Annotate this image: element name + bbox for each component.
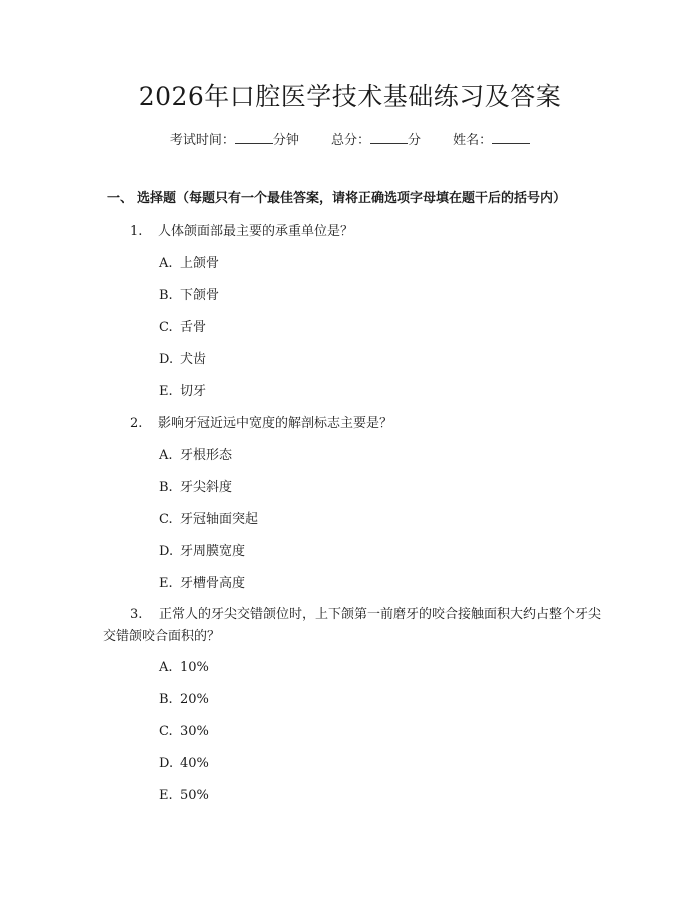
exam-time-blank[interactable]: [235, 130, 273, 144]
answer-option[interactable]: [159, 658, 209, 678]
answer-option[interactable]: [159, 254, 219, 274]
option-text: 牙槽骨高度: [180, 576, 246, 591]
option-text: 20%: [180, 692, 209, 707]
question-stem: [130, 413, 392, 434]
answer-option[interactable]: [159, 754, 209, 774]
question-stem: [130, 221, 353, 242]
option-text: 切牙: [180, 384, 207, 399]
option-letter: B.: [159, 288, 173, 303]
answer-option[interactable]: [159, 286, 219, 306]
section-heading: [107, 189, 566, 209]
option-text: 犬齿: [180, 352, 207, 367]
section-number: 一、: [107, 191, 134, 206]
answer-option[interactable]: [159, 318, 206, 338]
question-number: 3.: [130, 607, 143, 622]
option-text: 50%: [180, 788, 209, 803]
answer-option[interactable]: [159, 574, 245, 594]
exam-time-label: 考试时间：: [169, 133, 235, 148]
answer-option[interactable]: [159, 350, 206, 370]
student-name-blank[interactable]: [492, 130, 530, 144]
student-name-label: 姓名：: [453, 133, 493, 148]
option-text: 下颌骨: [180, 288, 220, 303]
option-letter: D.: [159, 352, 174, 367]
question-text: 人体颌面部最主要的承重单位是？: [158, 224, 354, 239]
answer-option[interactable]: [159, 690, 209, 710]
option-letter: B.: [159, 480, 173, 495]
option-letter: D.: [159, 544, 174, 559]
answer-option[interactable]: [159, 542, 245, 562]
total-score-label: 总分：: [330, 133, 370, 148]
option-text: 10%: [180, 660, 209, 675]
option-text: 30%: [180, 724, 209, 739]
student-name-field[interactable]: [453, 130, 530, 151]
answer-option[interactable]: [159, 446, 232, 466]
option-letter: A.: [159, 256, 173, 271]
exam-time-unit: 分钟: [272, 133, 299, 148]
option-text: 舌骨: [180, 320, 207, 335]
option-letter: D.: [159, 756, 174, 771]
option-letter: A.: [159, 448, 173, 463]
option-text: 牙周膜宽度: [180, 544, 246, 559]
option-letter: B.: [159, 692, 173, 707]
answer-option[interactable]: [159, 510, 258, 530]
section-heading-text: 选择题（每题只有一个最佳答案，请将正确选项字母填在题干后的括号内）: [137, 191, 567, 206]
page-title: 2026年口腔医学技术基础练习及答案: [138, 82, 562, 111]
option-text: 牙尖斜度: [180, 480, 233, 495]
question-text: 影响牙冠近远中宽度的解剖标志主要是？: [158, 416, 393, 431]
answer-option[interactable]: [159, 382, 206, 402]
question-number: 2.: [130, 416, 143, 431]
exam-time-field[interactable]: [170, 130, 299, 151]
question-number: 1.: [130, 224, 143, 239]
question-stem: [103, 604, 613, 648]
exam-info: [0, 130, 700, 151]
total-score-field[interactable]: [331, 130, 421, 151]
question-text: 正常人的牙尖交错颌位时，上下颌第一前磨牙的咬合接触面积大约占整个牙尖交错颌咬合面积的？: [103, 607, 601, 644]
option-text: 上颌骨: [180, 256, 220, 271]
total-score-unit: 分: [408, 133, 422, 148]
option-letter: E.: [159, 788, 173, 803]
option-letter: C.: [159, 512, 173, 527]
option-text: 牙冠轴面突起: [180, 512, 259, 527]
option-letter: E.: [159, 384, 173, 399]
total-score-blank[interactable]: [370, 130, 408, 144]
option-text: 牙根形态: [180, 448, 233, 463]
option-letter: C.: [159, 320, 173, 335]
answer-option[interactable]: [159, 786, 209, 806]
answer-option[interactable]: [159, 478, 232, 498]
answer-option[interactable]: [159, 722, 209, 742]
option-text: 40%: [180, 756, 209, 771]
option-letter: C.: [159, 724, 173, 739]
option-letter: E.: [159, 576, 173, 591]
option-letter: A.: [159, 660, 173, 675]
